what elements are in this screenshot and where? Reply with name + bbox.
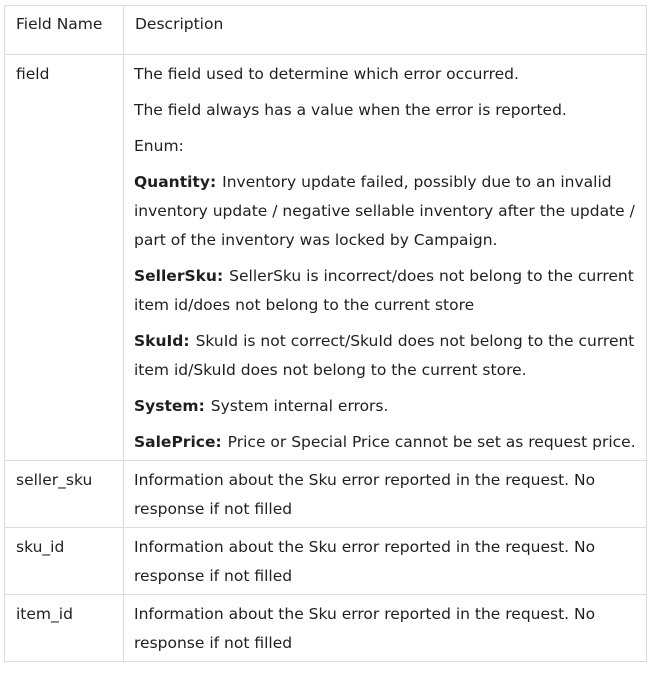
- table-header-row: [5, 6, 647, 55]
- table-row: [5, 528, 647, 595]
- enum-key: SellerSku: [134, 267, 217, 285]
- description-paragraph: The field used to determine which error occurred.: [134, 65, 519, 83]
- description-paragraph: Information about the Sku error reported in the request. No response if not filled: [134, 605, 596, 652]
- description-cell: [124, 55, 647, 461]
- description-paragraph: The field always has a value when the error is reported.: [134, 101, 567, 119]
- field-name-cell: sku_id: [5, 528, 124, 595]
- enum-description: Price or Special Price cannot be set as request price.: [227, 433, 636, 451]
- description-cell: [124, 528, 647, 595]
- description-paragraph: Enum:: [134, 137, 184, 155]
- enum-separator: :: [198, 397, 205, 415]
- enum-key: SalePrice: [134, 433, 216, 451]
- enum-key: System: [134, 397, 199, 415]
- field-name-cell: item_id: [5, 595, 124, 662]
- header-description: Description: [124, 6, 647, 55]
- description-cell: [124, 461, 647, 528]
- enum-item: [134, 428, 637, 457]
- enum-item: [134, 168, 637, 255]
- table-row: [5, 55, 647, 461]
- enum-separator: :: [215, 433, 222, 451]
- enum-item: [134, 327, 637, 385]
- enum-key: Quantity: [134, 173, 210, 191]
- enum-separator: :: [183, 332, 190, 350]
- enum-key: SkuId: [134, 332, 184, 350]
- enum-item: [134, 392, 637, 421]
- table-row: [5, 461, 647, 528]
- description-cell: [124, 595, 647, 662]
- field-description-table: [4, 5, 647, 662]
- header-field-name: Field Name: [5, 6, 124, 55]
- field-name-cell: seller_sku: [5, 461, 124, 528]
- enum-description: SellerSku is incorrect/does not belong to the current item id/does not belong to the current store: [134, 267, 634, 314]
- enum-description: System internal errors.: [210, 397, 389, 415]
- description-paragraph: Information about the Sku error reported in the request. No response if not filled: [134, 538, 596, 585]
- description-paragraph: Information about the Sku error reported in the request. No response if not filled: [134, 471, 596, 518]
- table-row: [5, 595, 647, 662]
- enum-separator: :: [216, 267, 224, 285]
- enum-description: Inventory update failed, possibly due to an invalid inventory update / negative sellable inventory after the update / part of the inventory was locked by Campaign.: [134, 173, 635, 249]
- enum-description: SkuId is not correct/SkuId does not belong to the current item id/SkuId does not belong to the current store.: [134, 332, 635, 379]
- enum-item: [134, 262, 637, 320]
- field-name-cell: field: [5, 55, 124, 461]
- enum-separator: :: [209, 173, 217, 191]
